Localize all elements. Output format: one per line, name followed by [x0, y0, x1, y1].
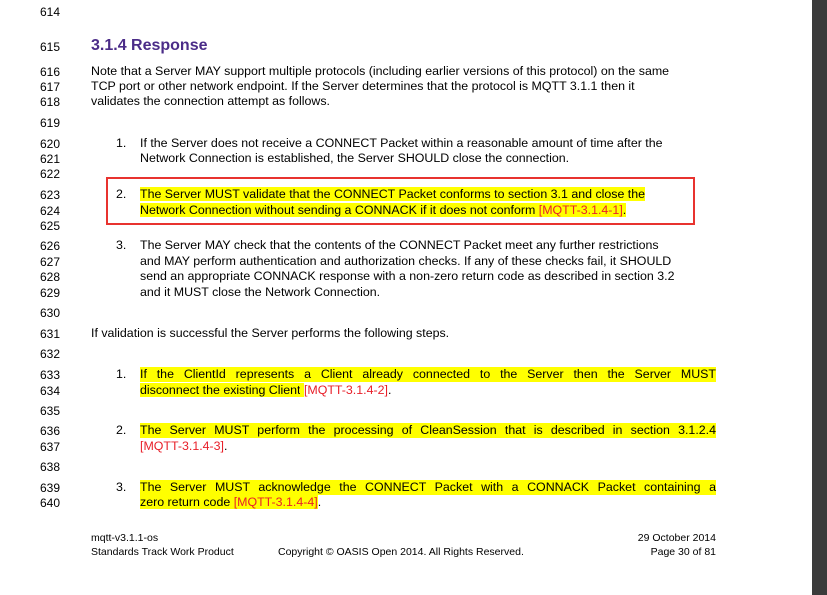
intro-line: TCP port or other network endpoint. If the Server determines that the protocol is MQTT 3.1.1 then it	[91, 79, 635, 93]
line-number: 625	[40, 219, 61, 233]
footer-date: 29 October 2014	[637, 532, 716, 544]
line-number: 634	[40, 384, 61, 398]
line-number: 633	[40, 368, 61, 382]
line-number: 624	[40, 204, 61, 218]
list-item-line	[140, 187, 645, 202]
list-number: 1.	[116, 136, 127, 150]
highlighted-text: If the ClientId represents a Client already connected to the Server then the Server MUST	[140, 367, 716, 381]
highlighted-text: The Server MUST perform the processing of CleanSession that is described in section 3.1.2.4	[140, 423, 716, 437]
line-number: 629	[40, 286, 61, 300]
list-item-line: [MQTT-3.1.4-3].	[140, 439, 228, 453]
footer-doc-id: mqtt-v3.1.1-os	[91, 532, 159, 544]
body-text: If validation is successful the Server performs the following steps.	[91, 326, 450, 340]
list-item-line: Network Connection is established, the Server SHOULD close the connection.	[140, 151, 570, 165]
footer-page: Page 30 of 81	[650, 546, 716, 558]
list-item-line: zero return code [MQTT-3.1.4-4].	[140, 495, 322, 509]
list-number: 3.	[116, 480, 127, 494]
requirement-ref: [MQTT-3.1.4-2]	[303, 383, 388, 397]
line-number: 627	[40, 255, 61, 269]
footer-track: Standards Track Work Product	[91, 546, 234, 558]
line-number: 620	[40, 137, 61, 151]
list-item-line: Network Connection without sending a CONNACK if it does not conform [MQTT-3.1.4-1].	[140, 203, 627, 217]
line-number: 623	[40, 188, 61, 202]
list-number: 2.	[116, 423, 127, 437]
viewer-background	[812, 0, 827, 595]
highlighted-text: disconnect the existing Client	[140, 383, 301, 397]
line-number: 626	[40, 239, 61, 253]
footer-copyright: Copyright © OASIS Open 2014. All Rights Reserved.	[278, 546, 524, 558]
requirement-ref: [MQTT-3.1.4-1]	[538, 203, 623, 217]
line-number: 637	[40, 440, 61, 454]
line-number: 621	[40, 152, 61, 166]
list-item-line: The Server MAY check that the contents of the CONNECT Packet meet any further restrictions	[140, 238, 659, 252]
requirement-ref: [MQTT-3.1.4-3]	[140, 439, 224, 453]
intro-line: Note that a Server MAY support multiple protocols (including earlier versions of this protocol) on the same	[91, 64, 670, 78]
line-number: 639	[40, 481, 61, 495]
line-number: 617	[40, 80, 61, 94]
requirement-ref: [MQTT-3.1.4-4]	[233, 495, 318, 509]
line-number: 628	[40, 270, 61, 284]
line-number: 636	[40, 424, 61, 438]
highlighted-text: zero return code	[140, 495, 231, 509]
highlighted-text: The Server MUST acknowledge the CONNECT Packet with a CONNACK Packet containing a	[140, 480, 716, 494]
list-item-line	[140, 480, 716, 495]
list-item-line: send an appropriate CONNACK response with a non-zero return code as described in section 3.2	[140, 269, 675, 283]
list-item-line: and it MUST close the Network Connection.	[140, 285, 381, 299]
line-number: 614	[40, 5, 61, 19]
list-item-line: and MAY perform authentication and authorization checks. If any of these checks fail, it SHOULD	[140, 254, 672, 268]
list-item-line	[140, 367, 716, 382]
list-number: 1.	[116, 367, 127, 381]
line-number: 631	[40, 327, 61, 341]
highlighted-text: The Server MUST validate that the CONNECT Packet conforms to section 3.1 and close the	[140, 187, 646, 201]
highlighted-text: Network Connection without sending a CONNACK if it does not conform	[140, 203, 536, 217]
line-number: 616	[40, 65, 61, 79]
line-number: 638	[40, 460, 61, 474]
line-number: 635	[40, 404, 61, 418]
section-heading: 3.1.4 Response	[91, 37, 208, 54]
line-number: 619	[40, 116, 61, 130]
line-number: 622	[40, 167, 61, 181]
list-item-line: If the Server does not receive a CONNECT Packet within a reasonable amount of time after the	[140, 136, 663, 150]
line-number: 632	[40, 347, 61, 361]
line-number: 640	[40, 496, 61, 510]
list-item-line	[140, 423, 716, 438]
line-number: 615	[40, 40, 61, 54]
list-item-line: disconnect the existing Client [MQTT-3.1.4-2].	[140, 383, 392, 397]
line-number: 618	[40, 95, 61, 109]
list-number: 3.	[116, 238, 127, 252]
list-number: 2.	[116, 187, 127, 201]
line-number: 630	[40, 306, 61, 320]
intro-line: validates the connection attempt as follows.	[91, 94, 330, 108]
